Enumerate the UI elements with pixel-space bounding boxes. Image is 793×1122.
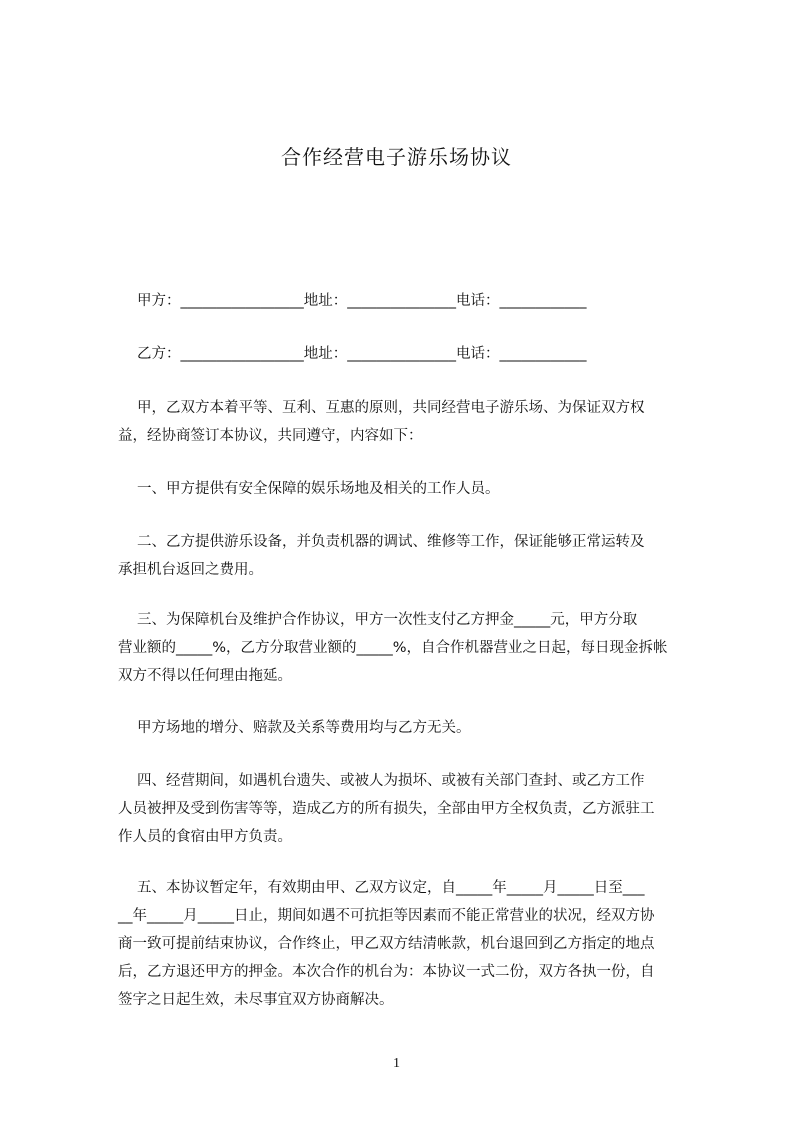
clause-1: 一、甲方提供有安全保障的娱乐场地及相关的工作人员。	[137, 481, 500, 497]
clause-2-line-2: 承担机台返回之费用。	[118, 562, 263, 578]
clause-2-line-1: 二、乙方提供游乐设备，并负责机器的调试、维修等工作，保证能够正常运转及	[137, 534, 645, 550]
clause-5-line-2: __年_____月_____日止，期间如遇不可抗拒等因素而不能正常营业的状况，经双方协	[118, 908, 655, 924]
clause-3-line-2: 营业额的_____%，乙方分取营业额的_____%，自合作机器营业之日起，每日现金拆帐	[118, 640, 668, 656]
intro-line-2: 益，经协商签订本协议，共同遵守，内容如下：	[118, 428, 423, 444]
page-number: 1	[393, 1056, 400, 1071]
document-title: 合作经营电子游乐场协议	[281, 145, 512, 169]
party-a-line: 甲方：_________________地址：_______________电话：____________	[137, 293, 587, 309]
clause-5-line-4: 后，乙方退还甲方的押金。本次合作的机台为：本协议一式二份，双方各执一份，自	[118, 964, 655, 980]
clause-4-line-2: 人员被押及受到伤害等等，造成乙方的所有损失，全部由甲方全权负责，乙方派驻工	[118, 801, 655, 817]
clause-5-line-3: 商一致可提前结束协议，合作终止，甲乙双方结清帐款，机台退回到乙方指定的地点	[118, 936, 655, 952]
intro-line-1: 甲，乙双方本着平等、互利、互惠的原则，共同经营电子游乐场、为保证双方权	[137, 400, 645, 416]
clause-4-line-1: 四、经营期间，如遇机台遗失、或被人为损坏、或被有关部门查封、或乙方工作	[137, 773, 645, 789]
party-b-line: 乙方：_________________地址：_______________电话：____________	[137, 346, 587, 362]
clause-5-line-1: 五、本协议暂定年，有效期由甲、乙双方议定，自_____年_____月_____日至___	[137, 880, 645, 896]
clause-4-line-3: 作人员的食宿由甲方负责。	[118, 829, 292, 845]
clause-5-line-5: 签字之日起生效，未尽事宜双方协商解决。	[118, 992, 394, 1008]
venue-costs-note: 甲方场地的增分、赔款及关系等费用均与乙方无关。	[137, 720, 471, 736]
clause-3-line-3: 双方不得以任何理由拖延。	[118, 668, 292, 684]
clause-3-line-1: 三、为保障机台及维护合作协议，甲方一次性支付乙方押金_____元，甲方分取	[137, 612, 638, 628]
